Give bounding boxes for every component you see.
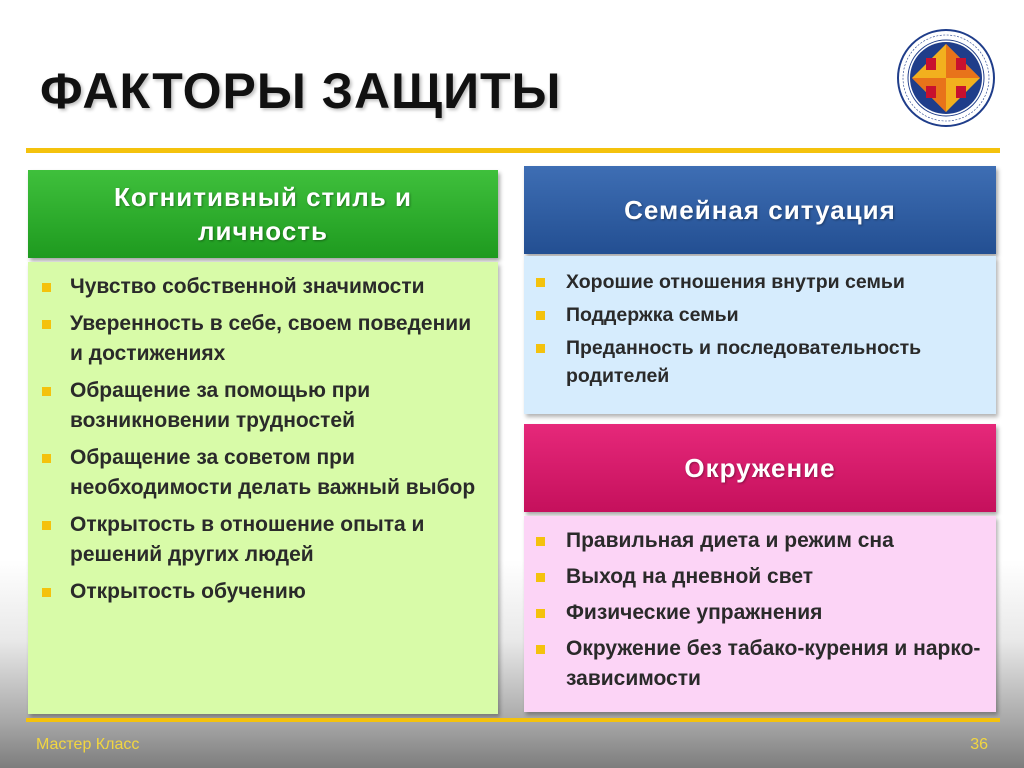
list-item: Хорошие отношения внутри семьи [536,268,982,296]
list-item: Уверенность в себе, своем поведении и достижениях [42,309,480,369]
list-item: Поддержка семьи [536,301,982,329]
cognitive-style-title: Когнитивный стиль и личность [114,182,412,246]
footer-divider [26,718,1000,722]
square-bullet-icon [536,645,545,654]
page-number: 36 [970,736,988,753]
environment-list-box [524,516,996,712]
environment-list [524,516,996,694]
environment-header [524,424,996,512]
family-situation-list [524,256,996,390]
family-situation-list-box [524,256,996,414]
square-bullet-icon [42,283,51,292]
square-bullet-icon [42,454,51,463]
list-item: Физические упражнения [536,598,982,628]
square-bullet-icon [536,537,545,546]
square-bullet-icon [42,588,51,597]
list-item: Обращение за помощью при возникновении трудностей [42,376,480,436]
square-bullet-icon [42,320,51,329]
square-bullet-icon [42,387,51,396]
list-item: Правильная диета и режим сна [536,526,982,556]
square-bullet-icon [536,278,545,287]
slide-title: ФАКТОРЫ ЗАЩИТЫ [40,63,562,119]
list-item: Открытость в отношение опыта и решений других людей [42,510,480,570]
list-item: Преданность и последовательность родителей [536,334,982,390]
university-seal-icon [896,28,996,128]
footer-label: Мастер Класс [36,736,140,753]
cognitive-style-list-box [28,262,498,714]
list-item: Открытость обучению [42,577,480,607]
square-bullet-icon [536,344,545,353]
environment-title: Окружение [684,452,836,483]
family-situation-header [524,166,996,254]
list-item: Выход на дневной свет [536,562,982,592]
list-item: Чувство собственной значимости [42,272,480,302]
square-bullet-icon [536,311,545,320]
cognitive-style-header [28,170,498,258]
square-bullet-icon [536,609,545,618]
list-item: Окружение без табако-курения и нарко-зависимости [536,634,982,694]
cognitive-style-list [28,262,498,607]
family-situation-title: Семейная ситуация [624,194,896,225]
square-bullet-icon [536,573,545,582]
list-item: Обращение за советом при необходимости делать важный выбор [42,443,480,503]
title-divider [26,148,1000,153]
square-bullet-icon [42,521,51,530]
